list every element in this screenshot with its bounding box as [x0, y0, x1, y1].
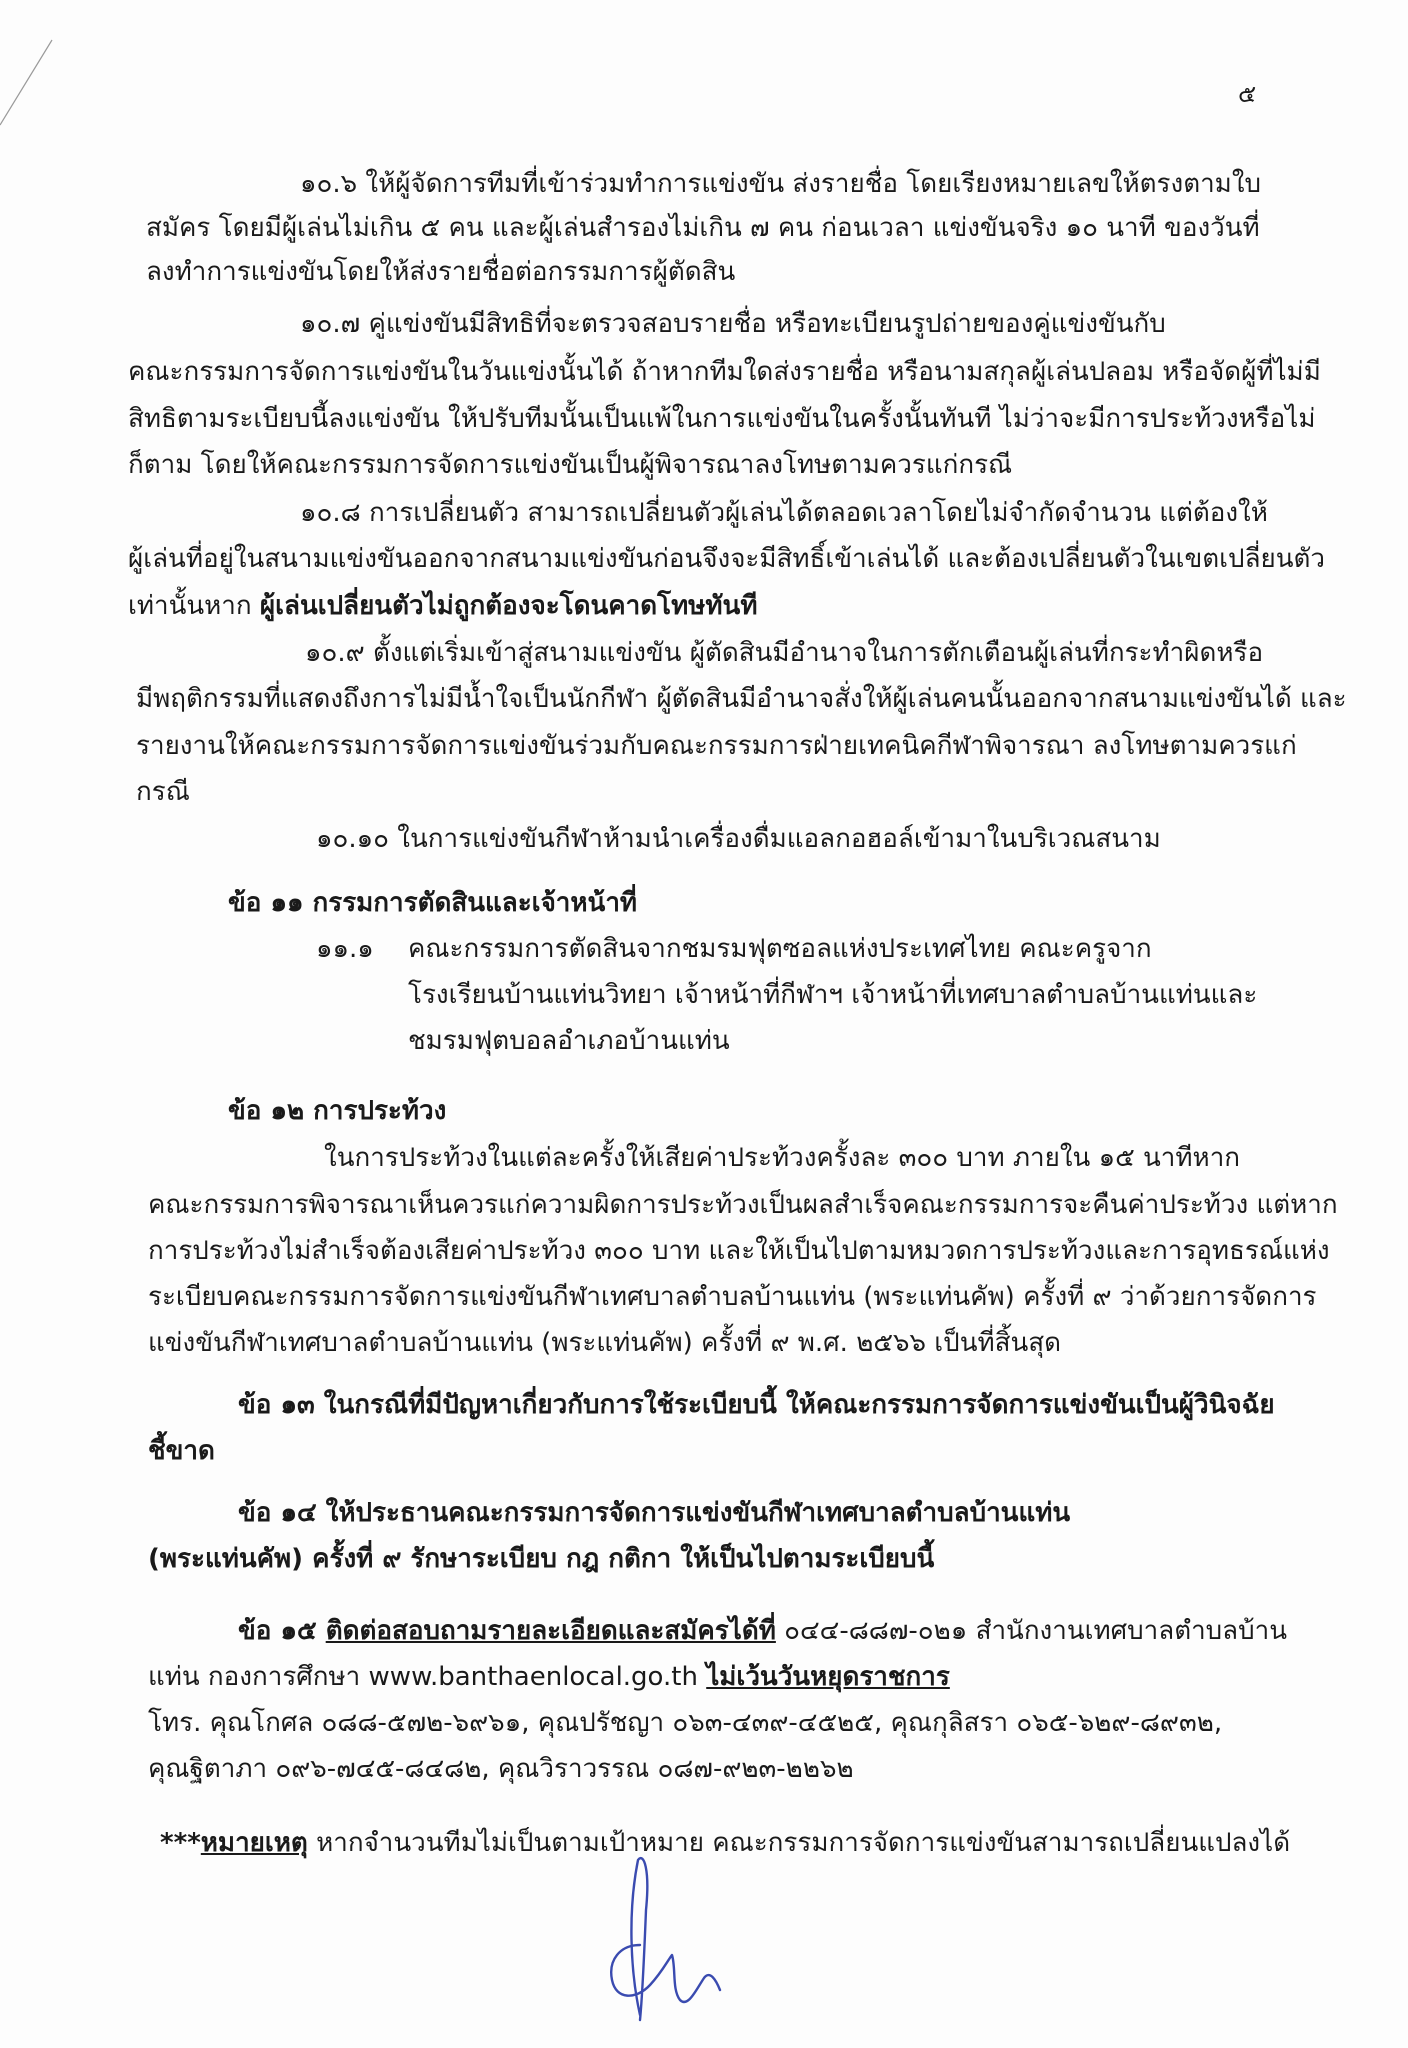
clause-10-7-line-1: ๑๐.๗ คู่แข่งขันมีสิทธิที่จะตรวจสอบรายชื่อ หรือทะเบียนรูปถ่ายของคู่แข่งขันกับ — [300, 309, 1166, 339]
clause-10-8-line-1: ๑๐.๘ การเปลี่ยนตัว สามารถเปลี่ยนตัวผู้เล่นได้ตลอดเวลาโดยไม่จำกัดจำนวน แต่ต้องให้ — [300, 498, 1268, 528]
section-15-no-holiday-note: ไม่เว้นวันหยุดราชการ — [706, 1662, 950, 1692]
section-15-phone-office: ๐๔๔-๘๘๗-๐๒๑ สำนักงานเทศบาลตำบลบ้าน — [775, 1616, 1287, 1646]
section-12-heading: ข้อ ๑๒ การประท้วง — [228, 1096, 447, 1126]
clause-10-9-line-2: มีพฤติกรรมที่แสดงถึงการไม่มีน้ำใจเป็นนักกีฬา ผู้ตัดสินมีอำนาจสั่งให้ผู้เล่นคนนั้นออกจากสนามแข่งขันได้ และ — [136, 684, 1347, 714]
section-15-contact-heading: ติดต่อสอบถามรายละเอียดและสมัครได้ที่ — [325, 1616, 776, 1646]
section-15-line-1 — [238, 1614, 1287, 1648]
scan-edge-mark — [0, 0, 60, 140]
remark-label: หมายเหตุ — [200, 1828, 308, 1858]
clause-10-8-line-3 — [128, 589, 757, 623]
clause-10-8-line-3-plain: เท่านั้นหาก — [128, 591, 260, 621]
section-12-line-1: ในการประท้วงในแต่ละครั้งให้เสียค่าประท้วงครั้งละ ๓๐๐ บาท ภายใน ๑๕ นาทีหาก — [324, 1143, 1241, 1173]
section-13-line-1: ข้อ ๑๓ ในกรณีที่มีปัญหาเกี่ยวกับการใช้ระเบียบนี้ ให้คณะกรรมการจัดการแข่งขันเป็นผู้วินิจฉัย — [238, 1390, 1275, 1420]
clause-11-1-line-3: ชมรมฟุตบอลอำเภอบ้านแท่น — [408, 1026, 730, 1056]
clause-10-10: ๑๐.๑๐ ในการแข่งขันกีฬาห้ามนำเครื่องดื่มแอลกอฮอล์เข้ามาในบริเวณสนาม — [316, 824, 1161, 854]
clause-10-7-line-3: สิทธิตามระเบียบนี้ลงแข่งขัน ให้ปรับทีมนั้นเป็นแพ้ในการแข่งขันในครั้งนั้นทันที ไม่ว่าจะมีการประท้วงหรือไม่ — [128, 404, 1316, 434]
clause-10-9-line-1: ๑๐.๙ ตั้งแต่เริ่มเข้าสู่สนามแข่งขัน ผู้ตัดสินมีอำนาจในการตักเตือนผู้เล่นที่กระทำผิดหรือ — [305, 638, 1264, 668]
section-15-contacts-line-2: คุณฐิตาภา ๐๙๖-๗๔๕-๘๔๘๒, คุณวิราวรรณ ๐๘๗-๙๒๓-๒๒๖๒ — [148, 1754, 854, 1784]
section-13-line-2: ชี้ขาด — [148, 1436, 215, 1466]
remark-stars: *** — [160, 1828, 201, 1858]
clause-10-7-line-4: ก็ตาม โดยให้คณะกรรมการจัดการแข่งขันเป็นผู้พิจารณาลงโทษตามควรแก่กรณี — [128, 450, 1013, 480]
section-15-office-website: แท่น กองการศึกษา www.banthaenlocal.go.th — [148, 1662, 707, 1692]
section-14-line-2: (พระแท่นคัพ) ครั้งที่ ๙ รักษาระเบียบ กฎ กติกา ให้เป็นไปตามระเบียบนี้ — [148, 1544, 935, 1574]
section-12-line-2: คณะกรรมการพิจารณาเห็นควรแก่ความผิดการประท้วงเป็นผลสำเร็จคณะกรรมการจะคืนค่าประท้วง แต่หาก — [148, 1190, 1338, 1220]
clause-10-6-line-3: ลงทำการแข่งขันโดยให้ส่งรายชื่อต่อกรรมการผู้ตัดสิน — [146, 257, 736, 287]
section-15-contacts-line-1: โทร. คุณโกศล ๐๘๘-๕๗๒-๖๙๖๑, คุณปรัชญา ๐๖๓-๔๓๙-๔๕๒๕, คุณกุลิสรา ๐๖๕-๖๒๙-๘๙๓๒, — [148, 1708, 1223, 1738]
section-12-line-3: การประท้วงไม่สำเร็จต้องเสียค่าประท้วง ๓๐๐ บาท และให้เป็นไปตามหมวดการประท้วงและการอุทธรณ์แห่ง — [148, 1236, 1330, 1266]
handwritten-signature — [600, 1850, 730, 2030]
remark-text: หากจำนวนทีมไม่เป็นตามเป้าหมาย คณะกรรมการจัดการแข่งขันสามารถเปลี่ยนแปลงได้ — [307, 1828, 1291, 1858]
clause-10-9-line-3: รายงานให้คณะกรรมการจัดการแข่งขันร่วมกับคณะกรรมการฝ่ายเทคนิคกีฬาพิจารณา ลงโทษตามควรแก่ — [136, 731, 1297, 761]
section-15-line-2 — [148, 1660, 950, 1694]
clause-11-1-line-1: คณะกรรมการตัดสินจากชมรมฟุตซอลแห่งประเทศไทย คณะครูจาก — [408, 934, 1152, 964]
section-11-heading: ข้อ ๑๑ กรรมการตัดสินและเจ้าหน้าที่ — [228, 888, 638, 918]
section-12-line-4: ระเบียบคณะกรรมการจัดการแข่งขันกีฬาเทศบาลตำบลบ้านแท่น (พระแท่นคัพ) ครั้งที่ ๙ ว่าด้วยการจัดการ — [148, 1282, 1317, 1312]
page-number: ๕ — [1238, 80, 1257, 108]
clause-11-1-line-2: โรงเรียนบ้านแท่นวิทยา เจ้าหน้าที่กีฬาฯ เจ้าหน้าที่เทศบาลตำบลบ้านแท่นและ — [408, 980, 1258, 1010]
section-14-line-1: ข้อ ๑๔ ให้ประธานคณะกรรมการจัดการแข่งขันกีฬาเทศบาลตำบลบ้านแท่น — [238, 1498, 1071, 1528]
clause-10-6-line-2: สมัคร โดยมีผู้เล่นไม่เกิน ๕ คน และผู้เล่นสำรองไม่เกิน ๗ คน ก่อนเวลา แข่งขันจริง ๑๐ นาที ของวันที่ — [146, 213, 1260, 243]
clause-10-8-line-2: ผู้เล่นที่อยู่ในสนามแข่งขันออกจากสนามแข่งขันก่อนจึงจะมีสิทธิ์เข้าเล่นได้ และต้องเปลี่ยนตัวในเขตเปลี่ยนตัว — [128, 544, 1325, 574]
clause-10-6-line-1: ๑๐.๖ ให้ผู้จัดการทีมที่เข้าร่วมทำการแข่งขัน ส่งรายชื่อ โดยเรียงหมายเลขให้ตรงตามใบ — [300, 169, 1262, 199]
clause-10-7-line-2: คณะกรรมการจัดการแข่งขันในวันแข่งนั้นได้ ถ้าหากทีมใดส่งรายชื่อ หรือนามสกุลผู้เล่นปลอม หรือจัดผู้ที่ไม่มี — [128, 357, 1321, 387]
clause-11-1-number: ๑๑.๑ — [316, 934, 374, 964]
clause-10-9-line-4: กรณี — [136, 777, 190, 807]
section-15-label: ข้อ ๑๕ — [238, 1616, 326, 1646]
clause-10-8-bold-warning: ผู้เล่นเปลี่ยนตัวไม่ถูกต้องจะโดนคาดโทษทันที — [259, 591, 758, 621]
section-12-line-5: แข่งขันกีฬาเทศบาลตำบลบ้านแท่น (พระแท่นคัพ) ครั้งที่ ๙ พ.ศ. ๒๕๖๖ เป็นที่สิ้นสุด — [148, 1328, 1061, 1358]
